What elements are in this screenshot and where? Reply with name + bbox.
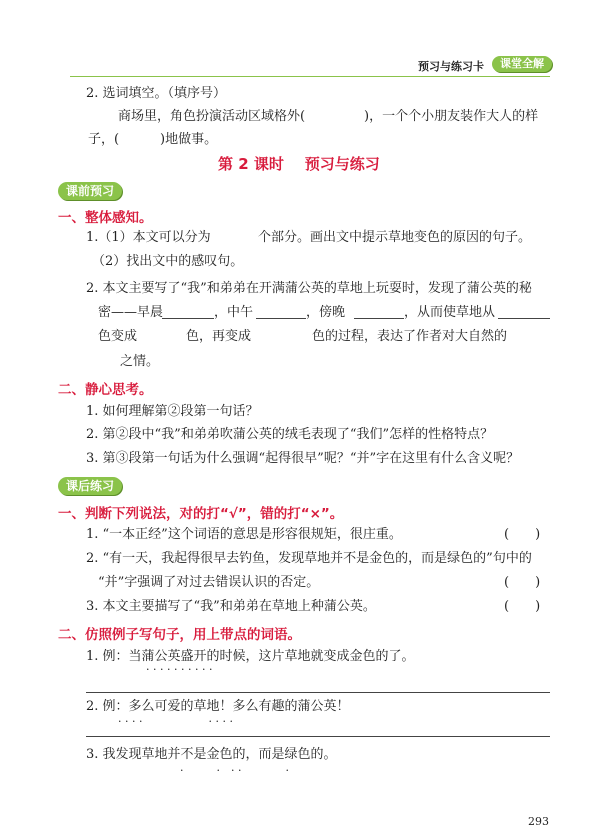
judge-1: 1. “一本正经”这个词语的意思是形容很规矩，很庄重。 [86,527,402,542]
answer-line-2[interactable] [86,736,550,737]
top-q2-line2a: 子，( [88,132,120,147]
judge-2a: 2. “有一天，我起得很早去钓鱼，发现草地并不是金色的，而是绿色的”句中的 [86,551,532,566]
pre-q2-c2: 色，再变成 [186,329,252,344]
example-2: 2. 例：多么可爱的草地！多么有趣的蒲公英！ [86,699,350,714]
header-badge: 课堂全解 [492,56,552,72]
top-q2-line1a: 商场里，角色扮演活动区域格外( [118,109,306,124]
post-badge: 课后练习 [58,477,122,495]
top-q2-line1b: )，一个个小朋友装作大人的样 [364,109,539,124]
pre-q2-b1: 密——早晨 [98,305,164,320]
judge-2-answer-box[interactable]: ( ) [504,575,541,590]
judge-3-answer-box[interactable]: ( ) [504,599,541,614]
lesson-title: 第 2 课时 预习与练习 [218,155,380,173]
pre-s2-q3: 3. 第③段第一句话为什么强调“起得很早”呢？“并”字在这里有什么含义呢？ [86,451,520,466]
pre-q1-2: （2）找出文中的感叹句。 [92,254,244,269]
example-3: 3. 我发现草地并不是金色的，而是绿色的。 [86,747,337,762]
top-q2-line2b: )地做事。 [160,132,218,147]
emphasis-dots-2: · · · · · · · · [118,715,233,728]
pre-section2: 二、静心思考。 [58,382,153,398]
blank-from-color [498,318,550,319]
pre-q2-b4: ，从而使草地从 [404,305,496,320]
pre-q2-c3: 色的过程，表达了作者对大自然的 [312,329,508,344]
blank-noon [256,318,306,319]
pre-s2-q2: 2. 第②段中“我”和弟弟吹蒲公英的绒毛表现了“我们”怎样的性格特点？ [86,427,494,442]
top-q2-title: 2. 选词填空。（填序号） [86,86,227,101]
answer-line-1[interactable] [86,692,550,693]
header-rule [70,76,550,77]
page-number: 293 [528,815,549,828]
pre-q2-d: 之情。 [120,354,160,369]
pre-q1-1b: 个部分。画出文中提示草地变色的原因的句子。 [258,230,532,245]
pre-q2-b2: ，中午 [214,305,254,320]
header-label: 预习与练习卡 [418,60,484,73]
post-section1: 一、判断下列说法，对的打“√”，错的打“×”。 [58,506,344,522]
judge-2b: “并”字强调了对过去错误认识的否定。 [98,575,320,590]
judge-1-answer-box[interactable]: ( ) [504,527,541,542]
pre-q2-a: 2. 本文主要写了“我”和弟弟在开满蒲公英的草地上玩耍时，发现了蒲公英的秘 [86,281,532,296]
pre-s2-q1: 1. 如何理解第②段第一句话？ [86,404,259,419]
blank-evening [354,318,404,319]
blank-morning [162,318,214,319]
pre-q2-c1: 色变成 [98,329,138,344]
post-section2: 二、仿照例子写句子，用上带点的词语。 [58,627,301,643]
pre-q2-b3: ，傍晚 [306,305,346,320]
pre-badge: 课前预习 [58,182,122,200]
emphasis-dots-1: · · · · · · · · · · [146,663,213,676]
pre-q1-1a: 1.（1）本文可以分为 [86,230,211,245]
example-1: 1. 例：当蒲公英盛开的时候，这片草地就变成金色的了。 [86,649,415,664]
pre-section1: 一、整体感知。 [58,210,153,226]
judge-3: 3. 本文主要描写了“我”和弟弟在草地上种蒲公英。 [86,599,376,614]
emphasis-dots-3: · · · · · [180,764,289,777]
